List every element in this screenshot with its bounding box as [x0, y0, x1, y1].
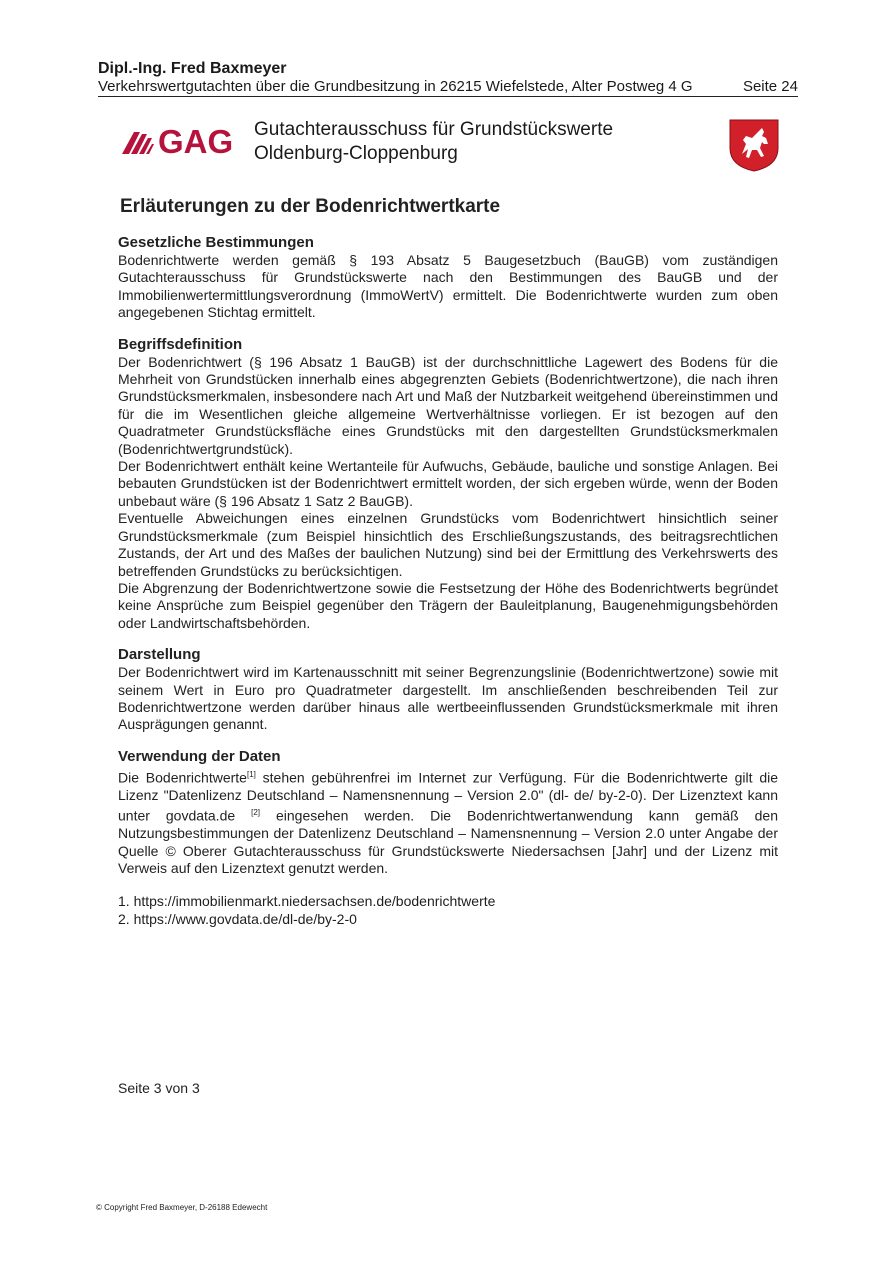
page-label: Seite 24	[742, 78, 798, 95]
report-header	[98, 78, 798, 97]
document-body	[118, 196, 778, 928]
gag-line2: Oldenburg-Cloppenburg	[254, 143, 458, 164]
section-paragraph	[118, 766, 778, 878]
section-paragraph: Der Bodenrichtwert wird im Kartenausschnitt mit seiner Begrenzungslinie (Bodenrichtwertzone) sowie mit seinem Wert in Euro pro Quadratmeter dargestellt. Im anschließenden beschreibenden Teil zur Bodenrichtwertzone werden darüber hinaus alle wertbeeinflussenden Grundstücksmerkmale mit ihren Ausprägungen genannt.	[118, 664, 778, 733]
text-run: Die Bodenrichtwerte	[118, 769, 247, 786]
section-heading: Verwendung der Daten	[118, 747, 281, 765]
document-title: Erläuterungen zu der Bodenrichtwertkarte	[120, 196, 501, 217]
gag-text	[254, 118, 613, 166]
page-of-indicator: Seite 3 von 3	[118, 1080, 200, 1096]
section-verwendung-der-daten	[118, 748, 778, 878]
section-paragraph: Bodenrichtwerte werden gemäß § 193 Absatz 5 Baugesetzbuch (BauGB) vom zuständigen Gutachterausschuss für Grundstückswerte nach den Bestimmungen des BauGB und der Immobilienwertermittlungsverordnung (ImmoWertV) ermittelt. Die Bodenrichtwerte wurden zum oben angegebenen Stichtag ermittelt.	[118, 252, 778, 321]
report-title: Verkehrswertgutachten über die Grundbesitzung in 26215 Wiefelstede, Alter Postweg 4 G	[98, 78, 693, 95]
author-name: Dipl.-Ing. Fred Baxmeyer	[98, 60, 287, 77]
gag-logo-row	[120, 118, 780, 174]
gag-line1: Gutachterausschuss für Grundstückswerte	[254, 119, 614, 140]
reference-item: 2. https://www.govdata.de/dl-de/by-2-0	[118, 910, 357, 927]
gag-logo	[120, 120, 242, 164]
footnote-ref-2: [2]	[251, 808, 261, 818]
section-paragraph: Der Bodenrichtwert (§ 196 Absatz 1 BauGB) ist der durchschnittliche Lagewert des Bodens für die Mehrheit von Grundstücken innerhalb eines abgegrenzten Gebiets (Bodenrichtwertzone), die nach ihren Grundstücksmerkmalen, insbesondere nach Art und Maß der Nutzbarkeit weitgehend übereinstimmen und für die im Wesentlichen gleiche allgemeine Wertverhältnisse vorliegen. Er ist bezogen auf den Quadratmeter Grundstücksfläche eines Grundstücks mit den dargestellten Grundstücksmerkmalen (Bodenrichtwertgrundstück).	[118, 353, 778, 457]
section-paragraph: Der Bodenrichtwert enthält keine Wertanteile für Aufwuchs, Gebäude, bauliche und sonstige Anlagen. Bei bebauten Grundstücken ist der Bodenrichtwert ermittelt worden, der sich ergeben würde, wenn der Boden unbebaut wäre (§ 196 Absatz 1 Satz 2 BauGB).	[118, 458, 778, 509]
gag-brand-text: GAG	[158, 123, 234, 160]
footnote-ref-1: [1]	[246, 769, 256, 779]
section-gesetzliche-bestimmungen	[118, 234, 778, 322]
copyright-notice: © Copyright Fred Baxmeyer, D-26188 Edewecht	[96, 1203, 268, 1212]
section-paragraph: Eventuelle Abweichungen eines einzelnen Grundstücks vom Bodenrichtwert hinsichtlich seiner Grundstücksmerkmale (zum Beispiel hinsichtlich des Erschließungszustands, des beitragsrechtlichen Zustands, der Art und des Maßes der baulichen Nutzung) sind bei der Ermittlung des Verkehrswerts des betreffenden Grundstücks zu berücksichtigen.	[118, 510, 778, 579]
text-run: eingesehen werden. Die Bodenrichtwertanwendung kann gemäß den Nutzungsbestimmungen der Datenlizenz Deutschland – Namensnennung – Version 2.0 unter Angabe der Quelle © Oberer Gutachterausschuss für Grundstückswerte Niedersachsen [Jahr] und der Lizenz mit Verweis auf den Lizenztext genutzt werden.	[118, 807, 778, 877]
text-run: stehen gebührenfrei im Internet zur Verfügung. Für die Bodenrichtwerte gilt die Lizenz "Datenlizenz Deutschland – Namensnennung – Version 2.0" (dl- de/ by-2-0). Der Lizenztext kann unter govdata.de	[118, 769, 779, 824]
section-paragraph: Die Abgrenzung der Bodenrichtwertzone sowie die Festsetzung der Höhe des Bodenrichtwerts begründet keine Ansprüche zum Beispiel gegenüber den Trägern der Bauleitplanung, Baugenehmigungsbehörden oder Landwirtschaftsbehörden.	[118, 579, 778, 631]
reference-list	[118, 892, 778, 928]
section-darstellung	[118, 646, 778, 734]
section-heading: Darstellung	[118, 646, 201, 664]
section-begriffsdefinition	[118, 336, 778, 633]
section-heading: Begriffsdefinition	[118, 335, 243, 353]
section-heading: Gesetzliche Bestimmungen	[118, 234, 314, 251]
lower-saxony-horse-crest-icon	[728, 118, 780, 172]
reference-item: 1. https://immobilienmarkt.niedersachsen.de/bodenrichtwerte	[118, 892, 496, 909]
